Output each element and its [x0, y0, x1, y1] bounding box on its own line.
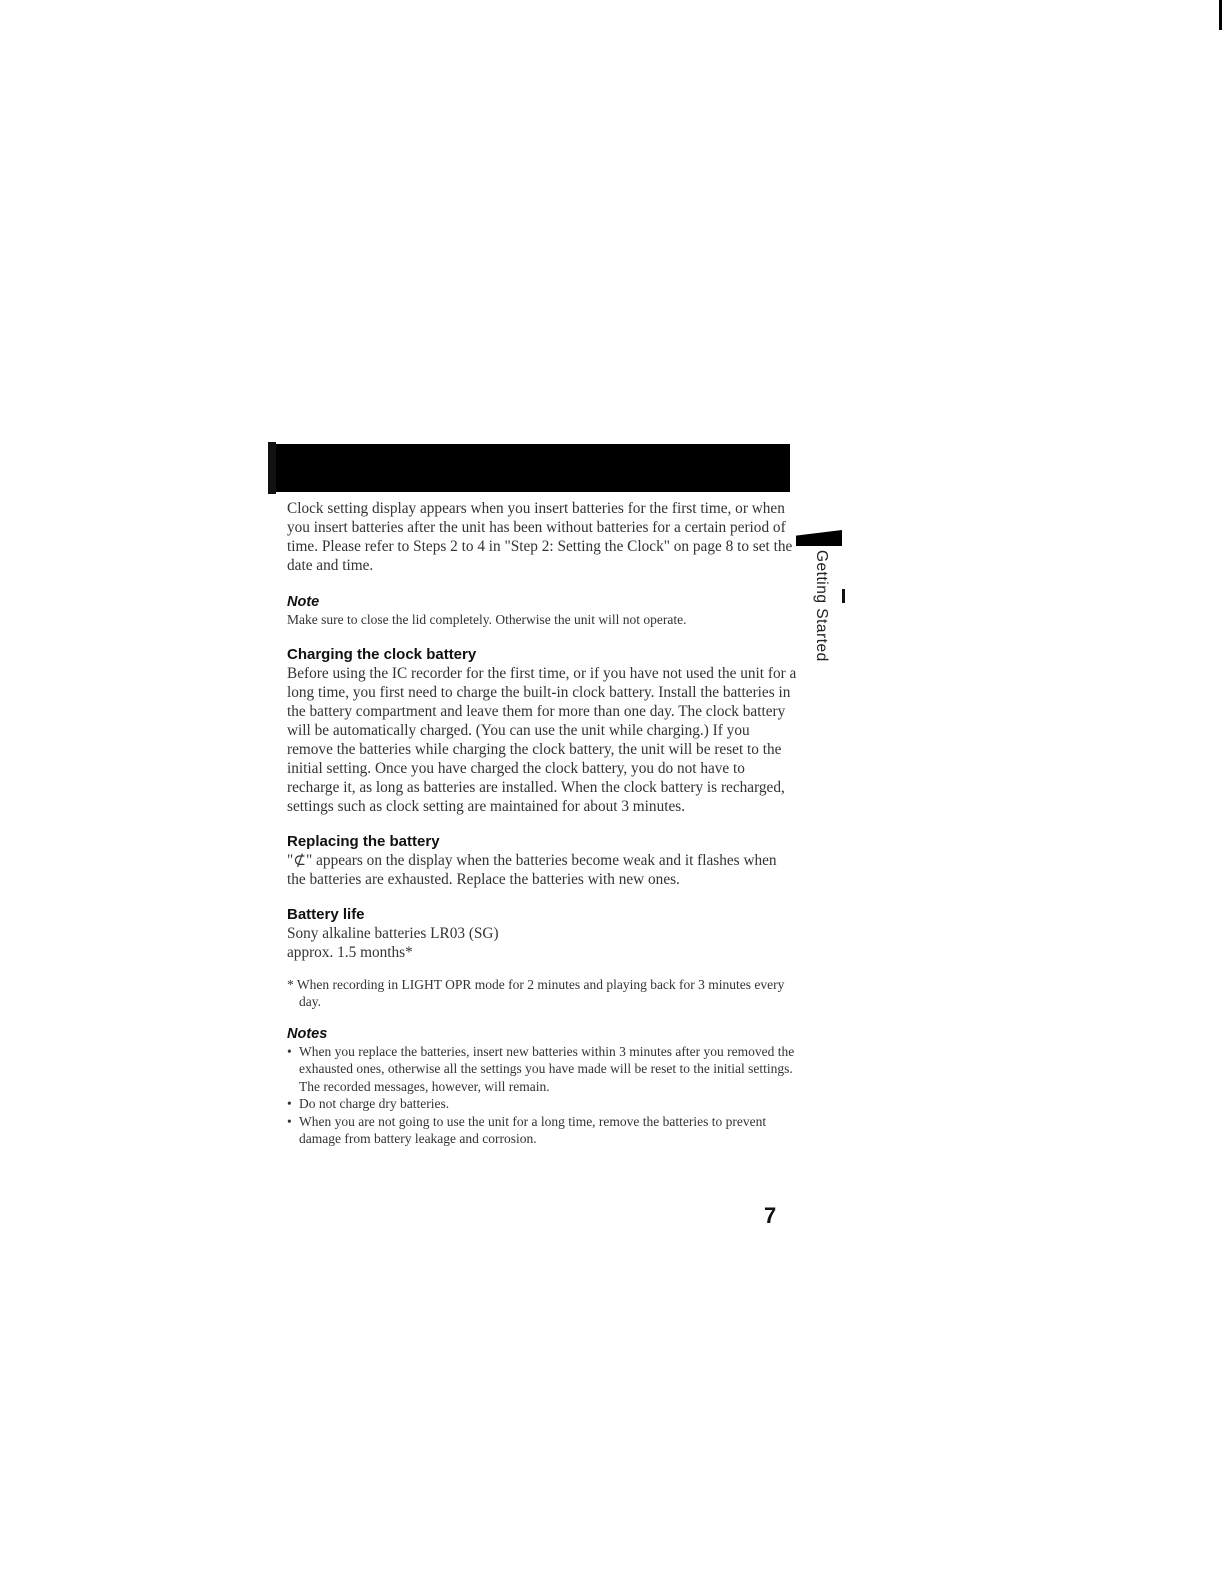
page-content [287, 499, 797, 1148]
page-edge-mark [1219, 0, 1222, 30]
note-text: Make sure to close the lid completely. Otherwise the unit will not operate. [287, 612, 687, 627]
side-edge-mark [842, 589, 845, 603]
footnote: * When recording in LIGHT OPR mode for 2 minutes and playing back for 3 minutes every day. [287, 976, 785, 1009]
charging-heading: Charging the clock battery [287, 645, 477, 663]
replacing-paragraph: "⊄" appears on the display when the batteries become weak and it flashes when the batteries are exhausted. Replace the batteries with new ones. [287, 851, 777, 888]
charging-paragraph: Before using the IC recorder for the first time, or if you have not used the unit for a long time, you first need to charge the built-in clock battery. Install the batteries in the battery compartment and leave them for more than one day. The clock battery will be automatically charged. (You can use the unit while charging.) If you remove the batteries while charging the clock battery, the unit will be reset to the initial setting. Once you have charged the clock battery, you do not have to recharge it, as long as batteries are installed. When the clock battery is recharged, settings such as clock setting are maintained for about 3 minutes. [287, 664, 797, 815]
notes-item [287, 1095, 797, 1113]
notes-list [287, 1043, 797, 1148]
notes-item-text: Do not charge dry batteries. [299, 1096, 450, 1111]
page-number: 7 [764, 1203, 777, 1228]
battery-life-line2: approx. 1.5 months* [287, 943, 413, 961]
notes-item-text: When you replace the batteries, insert new batteries within 3 minutes after you removed the exhausted ones, otherwise all the settings you have made will be reset to the initial settings. [299, 1043, 795, 1076]
note-heading: Note [287, 594, 320, 610]
notes-item-subtext: The recorded messages, however, will remain. [299, 1078, 550, 1094]
notes-item-text: When you are not going to use the unit for a long time, remove the batteries to prevent damage from battery leakage and corrosion. [299, 1113, 767, 1146]
side-tab-marker [796, 530, 842, 546]
replacing-heading: Replacing the battery [287, 832, 440, 850]
battery-life-heading: Battery life [287, 905, 365, 923]
intro-paragraph: Clock setting display appears when you insert batteries for the first time, or when you insert batteries after the unit has been without batteries for a certain period of time. Please refer to Steps 2 to 4 in "Step 2: Setting the Clock" on page 8 to set the date and time. [287, 500, 793, 574]
notes-item [287, 1113, 797, 1148]
battery-life-line1: Sony alkaline batteries LR03 (SG) [287, 924, 499, 942]
side-tab-label: Getting Started [813, 550, 830, 662]
notes-item [287, 1043, 797, 1096]
notes-heading: Notes [287, 1025, 328, 1042]
section-header-bar [268, 444, 790, 492]
